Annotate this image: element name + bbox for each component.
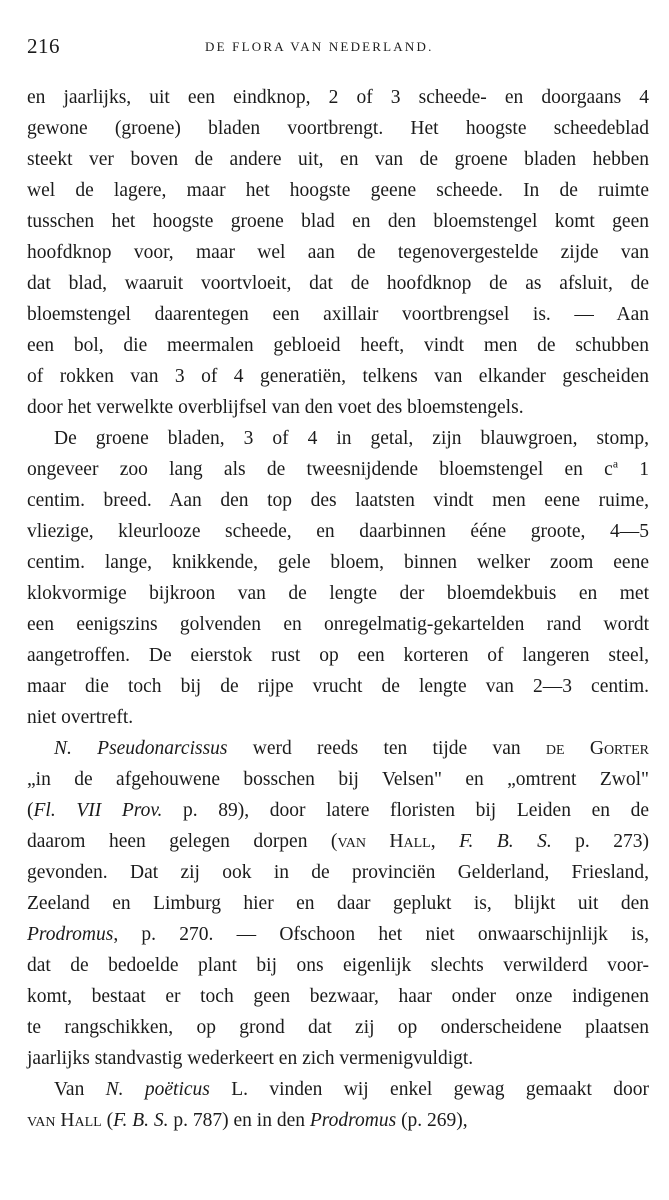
text-line: [27, 919, 649, 950]
paragraph: [27, 423, 649, 733]
text-segment: (: [27, 800, 34, 821]
text-segment: dat de bedoelde plant bij ons eigenlijk slechts verwilderd voor-: [27, 955, 649, 976]
text-line: [27, 547, 649, 578]
text-line: [27, 454, 649, 485]
text-line: [27, 516, 649, 547]
page-header: [0, 34, 669, 64]
text-segment: p. 273): [551, 831, 650, 852]
text-line: [27, 981, 649, 1012]
text-segment: „in de afgehouwene bosschen bij Velsen" en „omtrent Zwol": [27, 769, 649, 790]
text-segment: (: [101, 1110, 114, 1131]
text-segment: p. 787) en in den: [168, 1110, 310, 1131]
text-line: [27, 764, 649, 795]
text-line: [27, 485, 649, 516]
text-line: [27, 268, 649, 299]
text-line: [27, 330, 649, 361]
text-segment: niet overtreft.: [27, 707, 134, 728]
text-segment: werd reeds ten tijde van: [227, 738, 546, 759]
text-line: [27, 113, 649, 144]
text-line: [27, 609, 649, 640]
text-segment: ongeveer zoo lang als de tweesnijdende bloemstengel en c: [27, 459, 613, 480]
text-segment: te rangschikken, op grond dat zij op onderscheidene plaatsen: [27, 1017, 649, 1038]
text-line: [27, 175, 649, 206]
text-line: [27, 82, 649, 113]
text-segment: Zeeland en Limburg hier en daar geplukt is, blijkt uit den: [27, 893, 649, 914]
text-line: [27, 423, 649, 454]
text-line: [27, 1043, 649, 1074]
text-segment: wel de lagere, maar het hoogste geene scheede. In de ruimte: [27, 180, 649, 201]
text-segment: maar die toch bij de rijpe vrucht de lengte van 2—3 centim.: [27, 676, 649, 697]
text-line: [27, 1074, 649, 1105]
text-segment: door het verwelkte overblijfsel van den voet des bloemstengels.: [27, 397, 524, 418]
text-segment: een bol, die meermalen gebloeid heeft, vindt men de schubben: [27, 335, 649, 356]
text-segment: jaarlijks standvastig wederkeert en zich vermenigvuldigt.: [27, 1048, 474, 1069]
small-caps-name: de Gorter: [545, 738, 649, 759]
text-segment: centim. breed. Aan den top des laatsten vindt men eene ruime,: [27, 490, 649, 511]
text-segment: of rokken van 3 of 4 generatiën, telkens van elkander gescheiden: [27, 366, 649, 387]
text-line: [27, 888, 649, 919]
text-segment: p. 89), door latere floristen bij Leiden en de: [162, 800, 649, 821]
text-line: [27, 950, 649, 981]
italic-text: F. B. S.: [113, 1110, 169, 1131]
text-line: [27, 299, 649, 330]
text-segment: De groene bladen, 3 of 4 in getal, zijn blauwgroen, stomp,: [54, 428, 649, 449]
running-title: DE FLORA VAN NEDERLAND.: [205, 39, 434, 54]
text-segment: hoofdknop voor, maar wel aan de tegenovergestelde zijde van: [27, 242, 649, 263]
text-segment: aangetroffen. De eierstok rust op een korteren of langeren steel,: [27, 645, 649, 666]
text-line: [27, 1012, 649, 1043]
text-line: [27, 361, 649, 392]
text-line: [27, 795, 649, 826]
page-number: 216: [27, 34, 60, 58]
text-segment: dat blad, waaruit voortvloeit, dat de hoofdknop de as afsluit, de: [27, 273, 649, 294]
text-segment: klokvormige bijkroon van de lengte der bloemdekbuis en met: [27, 583, 649, 604]
text-line: [27, 702, 649, 733]
text-segment: steekt ver boven de andere uit, en van de groene bladen hebben: [27, 149, 649, 170]
text-segment: gevonden. Dat zij ook in de provinciën Gelderland, Friesland,: [27, 862, 649, 883]
text-segment: ,: [430, 831, 460, 852]
superscript: a: [612, 457, 618, 471]
text-segment: vliezige, kleurlooze scheede, en daarbinnen ééne groote, 4—5: [27, 521, 649, 542]
paragraph: [27, 82, 649, 423]
text-segment: Van: [54, 1079, 106, 1100]
text-line: [27, 392, 649, 423]
paragraph: [27, 733, 649, 1074]
italic-text: Fl. VII Prov.: [33, 800, 163, 821]
text-segment: bloemstengel daarentegen een axillair voortbrengsel is. — Aan: [27, 304, 649, 325]
text-segment: L. vinden wij enkel gewag gemaakt door: [209, 1079, 649, 1100]
text-segment: tusschen het hoogste groene blad en den bloemstengel komt geen: [27, 211, 649, 232]
small-caps-name: van Hall: [27, 1110, 102, 1131]
text-line: [27, 1105, 649, 1136]
italic-text: Prodromus: [309, 1110, 397, 1131]
text-segment: gewone (groene) bladen voortbrengt. Het hoogste scheedeblad: [27, 118, 649, 139]
text-segment: een eenigszins golvenden en onregelmatig-gekartelden rand wordt: [27, 614, 649, 635]
text-line: [27, 733, 649, 764]
text-segment: daarom heen gelegen dorpen (: [27, 831, 338, 852]
text-line: [27, 206, 649, 237]
text-segment: en jaarlijks, uit een eindknop, 2 of 3 scheede- en doorgaans 4: [27, 87, 649, 108]
italic-text: Prodromus: [27, 924, 114, 945]
paragraph: [27, 1074, 649, 1136]
italic-text: N. poëticus: [105, 1079, 210, 1100]
text-segment: (p. 269),: [396, 1110, 468, 1131]
text-line: [27, 671, 649, 702]
italic-text: F. B. S.: [459, 831, 552, 852]
text-segment: komt, bestaat er toch geen bezwaar, haar onder onze indigenen: [27, 986, 649, 1007]
text-line: [27, 826, 649, 857]
body-text: [27, 82, 649, 1136]
text-line: [27, 144, 649, 175]
text-line: [27, 857, 649, 888]
italic-text: N. Pseudonarcissus: [54, 738, 228, 759]
small-caps-name: van Hall: [337, 831, 431, 852]
text-segment: , p. 270. — Ofschoon het niet onwaarschijnlijk is,: [113, 924, 649, 945]
text-line: [27, 237, 649, 268]
text-line: [27, 640, 649, 671]
text-segment: centim. lange, knikkende, gele bloem, binnen welker zoom eene: [27, 552, 649, 573]
text-segment: 1: [618, 459, 649, 480]
text-line: [27, 578, 649, 609]
